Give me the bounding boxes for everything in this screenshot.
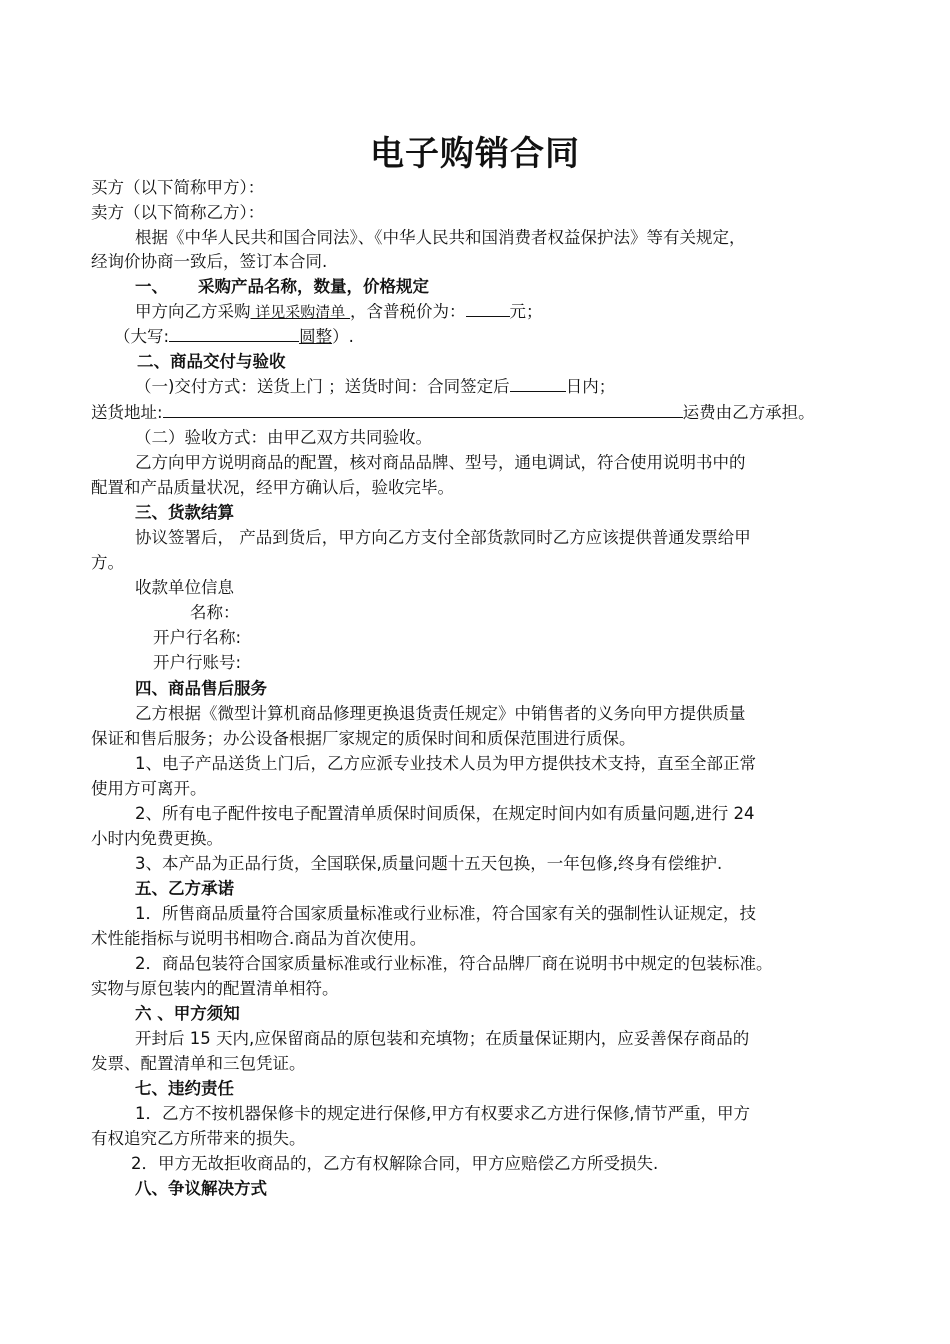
price-blank (466, 301, 510, 317)
after-sales-p2-line-1: 1、电子产品送货上门后，乙方应派专业技术人员为甲方提供技术支持，直至全部正常 (135, 754, 756, 773)
acceptance-detail-line-1: 乙方向甲方说明商品的配置，核对商品品牌、型号，通电调试，符合使用说明书中的 (135, 453, 746, 472)
intro-line-1: 根据《中华人民共和国合同法》、《中华人民共和国消费者权益保护法》等有关规定， (135, 228, 746, 247)
section-4-heading: 四、商品售后服务 (135, 679, 267, 698)
after-sales-p2-line-2: 使用方可离开。 (91, 779, 207, 798)
acceptance-method-line: （二）验收方式：由甲乙双方共同验收。 (135, 428, 432, 447)
after-sales-p3-line-1: 2、所有电子配件按电子配置清单质保时间质保，在规定时间内如有质量问题,进行 24 (135, 804, 755, 823)
intro-line-2: 经询价协商一致后，签订本合同. (91, 252, 328, 271)
section-7-heading: 七、违约责任 (135, 1079, 234, 1098)
liability-p1-line-1: 1．乙方不按机器保修卡的规定进行保修,甲方有权要求乙方进行保修,情节严重，甲方 (135, 1104, 750, 1123)
section-3-heading: 三、货款结算 (135, 503, 234, 522)
section-1-heading (135, 275, 429, 299)
purchase-price-line: 甲方向乙方采购 详见采购清单 ，含普税价为： 元； (135, 302, 543, 321)
section-6-heading: 六 、甲方须知 (135, 1004, 240, 1023)
promise-p2-line-2: 实物与原包装内的配置清单相符。 (91, 979, 339, 998)
delivery-method-line: （一)交付方式：送货上门 ；送货时间：合同签定后 日内； (135, 377, 616, 396)
liability-p2: 2．甲方无故拒收商品的，乙方有权解除合同，甲方应赔偿乙方所受损失. (131, 1154, 659, 1173)
section-2-heading: 二、商品交付与验收 (137, 352, 286, 371)
after-sales-p4: 3、本产品为正品行货，全国联保,质量问题十五天包换，一年包修,终身有偿维护. (135, 854, 723, 873)
section-1-number: 一、 (135, 277, 168, 296)
section-1-title: 采购产品名称，数量，价格规定 (198, 277, 429, 296)
payee-info-title: 收款单位信息 (135, 578, 234, 597)
notice-line-1: 开封后 15 天内,应保留商品的原包装和充填物；在质量保证期内，应妥善保存商品的 (135, 1029, 750, 1048)
payment-line-1: 协议签署后， 产品到货后，甲方向乙方支付全部货款同时乙方应该提供普通发票给甲 (135, 528, 751, 547)
promise-p2-line-1: 2．商品包装符合国家质量标准或行业标准，符合品牌厂商在说明书中规定的包装标准。 (135, 954, 773, 973)
payee-bank-label: 开户行名称: (153, 628, 242, 647)
payment-line-2: 方。 (91, 553, 124, 572)
buyer-line: 买方（以下简称甲方）： (91, 178, 265, 197)
section-8-heading: 八、争议解决方式 (135, 1179, 267, 1198)
liability-p1-line-2: 有权追究乙方所带来的损失。 (91, 1129, 306, 1148)
delivery-days-blank (510, 376, 566, 392)
payee-account-label: 开户行账号: (153, 653, 242, 672)
section-5-heading: 五、乙方承诺 (135, 879, 234, 898)
notice-line-2: 发票、配置清单和三包凭证。 (91, 1054, 306, 1073)
document-title: 电子购销合同 (370, 134, 580, 174)
acceptance-detail-line-2: 配置和产品质量状况，经甲方确认后，验收完毕。 (91, 478, 454, 497)
delivery-address-blank (163, 402, 683, 418)
after-sales-p1-line-2: 保证和售后服务；办公设备根据厂家规定的质保时间和质保范围进行质保。 (91, 729, 636, 748)
purchase-item-field: 详见采购清单 (250, 303, 351, 321)
payee-name-label: 名称： (190, 603, 240, 622)
promise-p1-line-2: 术性能指标与说明书相吻合.商品为首次使用。 (91, 929, 427, 948)
after-sales-p3-line-2: 小时内免费更换。 (91, 829, 223, 848)
delivery-address-line: 送货地址: 运费由乙方承担。 (91, 403, 815, 422)
after-sales-p1-line-1: 乙方根据《微型计算机商品修理更换退货责任规定》中销售者的义务向甲方提供质量 (135, 704, 746, 723)
promise-p1-line-1: 1．所售商品质量符合国家质量标准或行业标准，符合国家有关的强制性认证规定，技 (135, 904, 756, 923)
price-words-blank (169, 326, 299, 342)
price-in-words-line: （大写: 圆整）. (114, 327, 354, 346)
seller-line: 卖方（以下简称乙方）： (91, 203, 265, 222)
